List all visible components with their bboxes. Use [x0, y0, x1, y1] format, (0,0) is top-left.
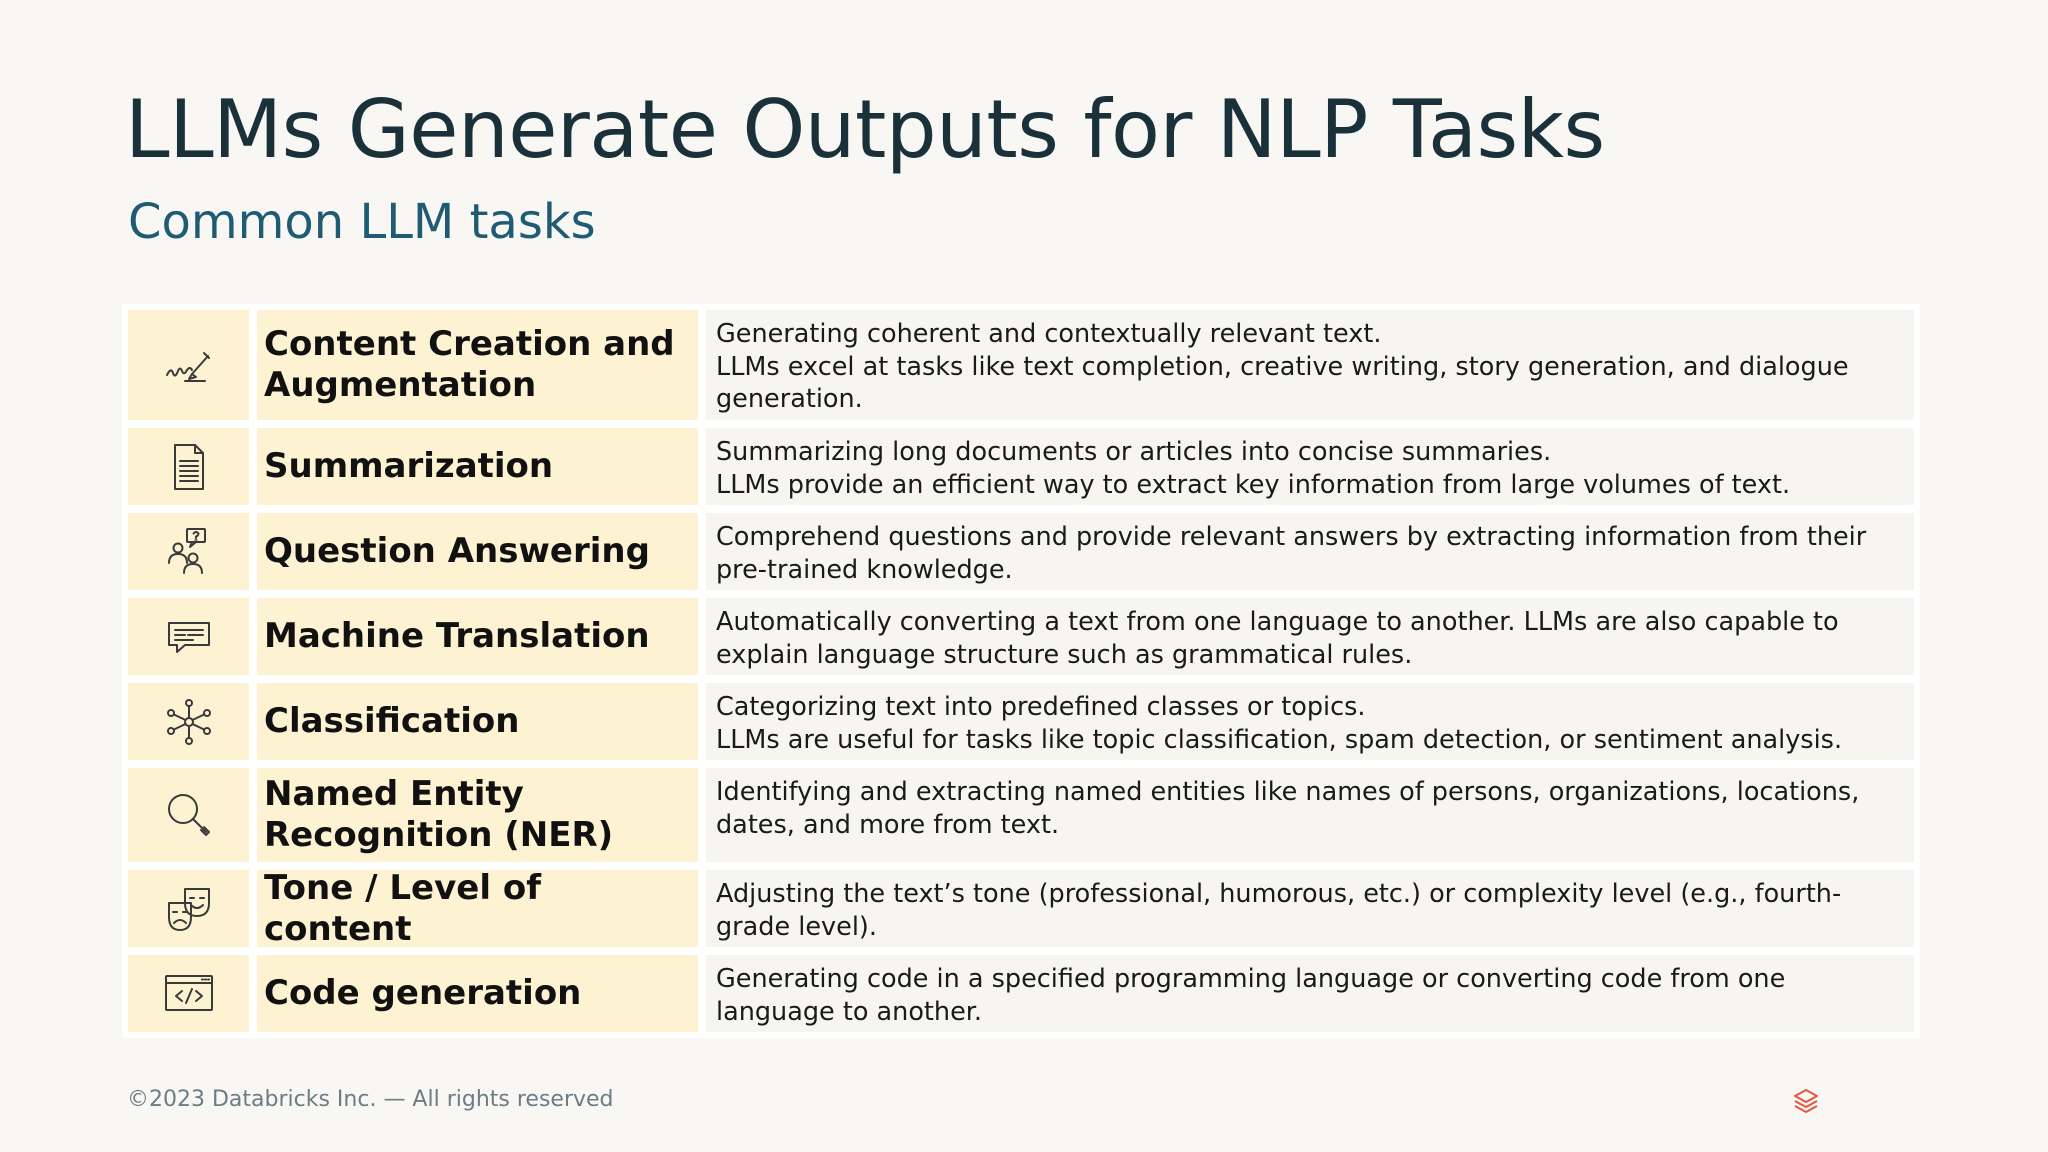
slide-title: LLMs Generate Outputs for NLP Tasks	[125, 83, 1605, 176]
task-name: Summarization	[257, 428, 698, 505]
task-description-line: Adjusting the text’s tone (professional, humorous, etc.) or complexity level (e.g., fourth-grade level).	[716, 879, 1842, 942]
network-nodes-icon	[163, 696, 215, 748]
task-row-code-generation	[128, 955, 1914, 1032]
task-row-classification	[128, 683, 1914, 760]
task-description-line: Comprehend questions and provide relevant answers by extracting information from their pre-trained knowledge.	[716, 522, 1867, 585]
task-row-machine-translation	[128, 598, 1914, 675]
signature-pen-icon	[163, 339, 215, 391]
task-description	[706, 870, 1914, 947]
task-description	[706, 310, 1914, 420]
task-description-line: LLMs provide an efficient way to extract key information from large volumes of text.	[716, 469, 1791, 500]
task-description-line: Categorizing text into predefined classes or topics.	[716, 692, 1366, 722]
task-icon-cell	[128, 955, 249, 1032]
document-icon	[163, 441, 215, 493]
task-row-tone	[128, 867, 1914, 949]
task-icon-cell	[128, 513, 249, 590]
task-row-summarization	[128, 428, 1914, 505]
magnifier-icon	[163, 789, 215, 841]
task-name: Content Creation and Augmentation	[257, 310, 698, 420]
task-description	[706, 955, 1914, 1032]
databricks-logo-icon	[1792, 1087, 1820, 1115]
task-description-line: Identifying and extracting named entities like names of persons, organizations, locations, dates, and more from text.	[716, 777, 1860, 840]
task-row-ner	[128, 768, 1914, 862]
task-name: Named Entity Recognition (NER)	[257, 768, 698, 862]
people-question-icon	[163, 526, 215, 578]
task-icon-cell	[128, 310, 249, 420]
task-name: Code generation	[257, 955, 698, 1032]
task-icon-cell	[128, 598, 249, 675]
footer-copyright: ©2023 Databricks Inc. — All rights reserved	[127, 1087, 614, 1112]
task-name: Tone / Level of content	[257, 870, 698, 947]
task-description-line: Summarizing long documents or articles into concise summaries.	[716, 437, 1552, 467]
task-name: Question Answering	[257, 513, 698, 590]
task-name: Machine Translation	[257, 598, 698, 675]
task-description	[706, 513, 1914, 590]
task-description	[706, 428, 1914, 505]
task-icon-cell	[128, 870, 249, 947]
task-icon-cell	[128, 768, 249, 862]
task-table	[122, 304, 1920, 1038]
task-description	[706, 683, 1914, 760]
task-description-line: Generating code in a specified programming language or converting code from one language to another.	[716, 964, 1786, 1027]
task-icon-cell	[128, 428, 249, 505]
task-name: Classification	[257, 683, 698, 760]
task-description	[706, 768, 1914, 862]
task-icon-cell	[128, 683, 249, 760]
code-window-icon	[163, 968, 215, 1020]
task-description	[706, 598, 1914, 675]
task-description-line: Generating coherent and contextually relevant text.	[716, 319, 1382, 349]
theater-masks-icon	[163, 883, 215, 935]
slide-subtitle: Common LLM tasks	[128, 194, 596, 250]
task-description-line: Automatically converting a text from one language to another. LLMs are also capable to explain language structure such as grammatical rules.	[716, 607, 1839, 670]
task-description-line: LLMs excel at tasks like text completion, creative writing, story generation, and dialogue generation.	[716, 351, 1849, 414]
task-description-line: LLMs are useful for tasks like topic classification, spam detection, or sentiment analysis.	[716, 724, 1843, 755]
task-row-content-creation	[128, 310, 1914, 420]
chat-bubble-icon	[163, 611, 215, 663]
task-row-question-answering	[128, 513, 1914, 590]
